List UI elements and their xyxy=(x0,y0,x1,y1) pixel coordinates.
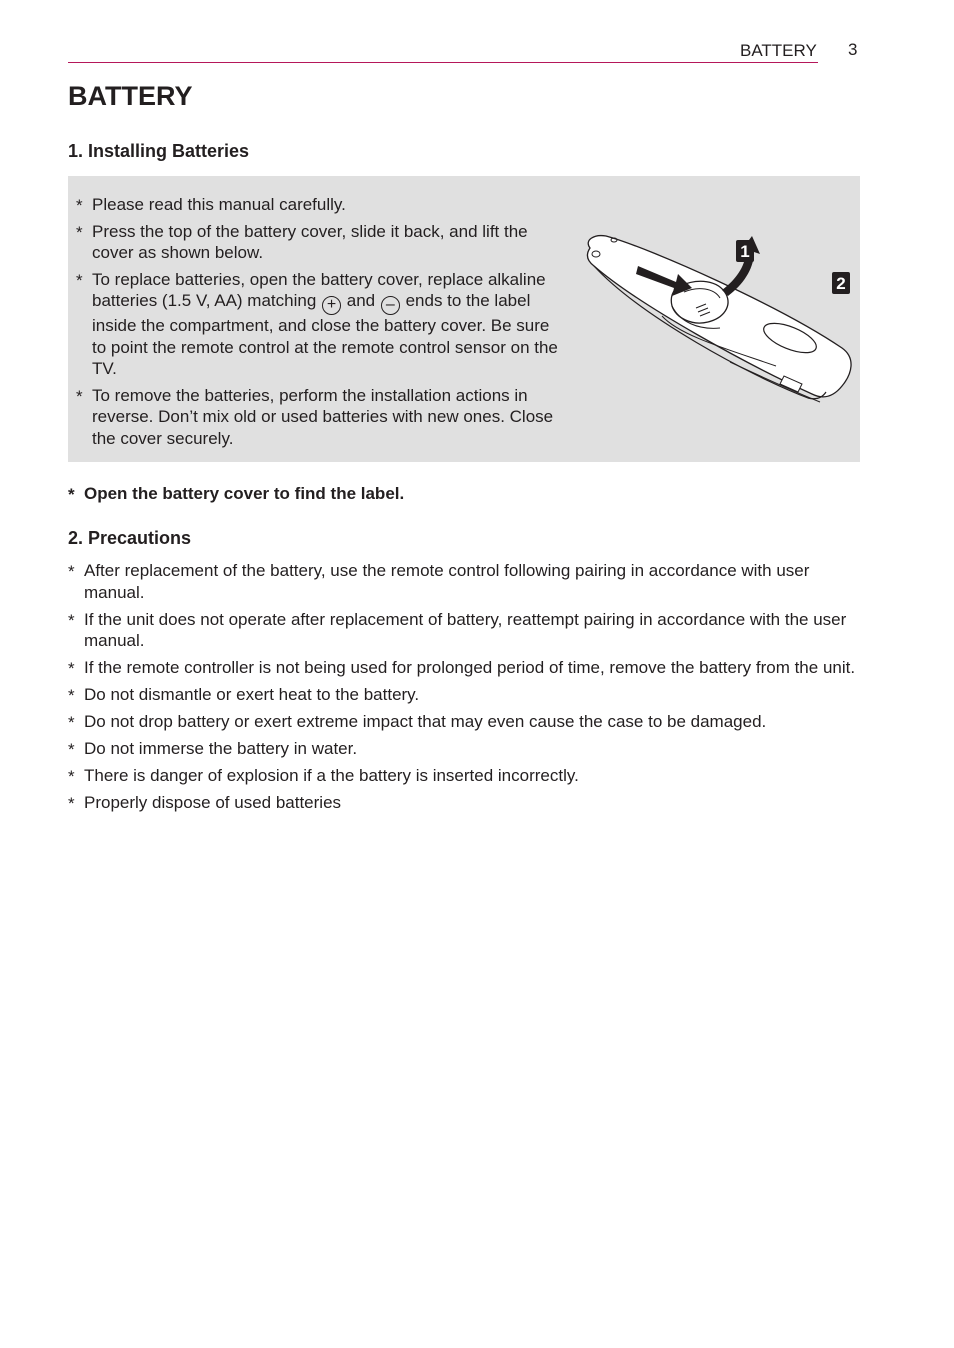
page-number: 3 xyxy=(848,40,858,59)
and-text: and xyxy=(346,291,376,310)
label-note: * Open the battery cover to find the label. xyxy=(68,483,848,505)
list-item: * Please read this manual carefully. xyxy=(76,194,568,216)
list-item: * If the remote controller is not being used for prolonged period of time, remove the battery from the unit. xyxy=(68,657,858,679)
list-item: * If the unit does not operate after replacement of battery, reattempt pairing in accordance with the user manual. xyxy=(68,609,858,652)
list-item: * Do not drop battery or exert extreme impact that may even cause the case to be damaged. xyxy=(68,711,858,733)
section-installing-title: 1. Installing Batteries xyxy=(68,141,250,161)
list-item: * After replacement of the battery, use the remote control following pairing in accordance with user manual. xyxy=(68,560,858,603)
list-item: * Do not dismantle or exert heat to the battery. xyxy=(68,684,858,706)
precautions-list xyxy=(68,560,858,819)
step2-label: 2 xyxy=(836,274,846,293)
label-note-list xyxy=(68,483,848,510)
list-item-replace xyxy=(76,269,568,380)
instructions-box xyxy=(68,176,860,462)
list-item: * To remove the batteries, perform the installation actions in reverse. Don’t mix old or used batteries with new ones. Close the cover securely. xyxy=(76,385,568,450)
page-title: BATTERY xyxy=(68,81,193,111)
header-rule xyxy=(68,62,818,63)
section-precautions-title: 2. Precautions xyxy=(68,528,192,548)
replace-text-part1: To replace batteries, open the battery cover, replace alkaline batteries (1.5 V, AA) matching xyxy=(92,269,546,310)
remote-battery-illustration xyxy=(580,226,865,456)
instructions-list xyxy=(76,194,568,454)
plus-icon: + xyxy=(322,296,341,315)
running-header: BATTERY xyxy=(740,41,817,60)
list-item: * Do not immerse the battery in water. xyxy=(68,738,858,760)
list-item: * Press the top of the battery cover, slide it back, and lift the cover as shown below. xyxy=(76,221,568,264)
list-item: * Properly dispose of used batteries xyxy=(68,792,858,814)
list-item: * There is danger of explosion if a the battery is inserted incorrectly. xyxy=(68,765,858,787)
step1-label: 1 xyxy=(740,242,750,261)
minus-icon: – xyxy=(381,296,400,315)
replace-text-part2: ends to the label inside the compartment, and close the battery cover. Be sure to point the remote control at the remote control sensor on the TV. xyxy=(92,291,558,378)
